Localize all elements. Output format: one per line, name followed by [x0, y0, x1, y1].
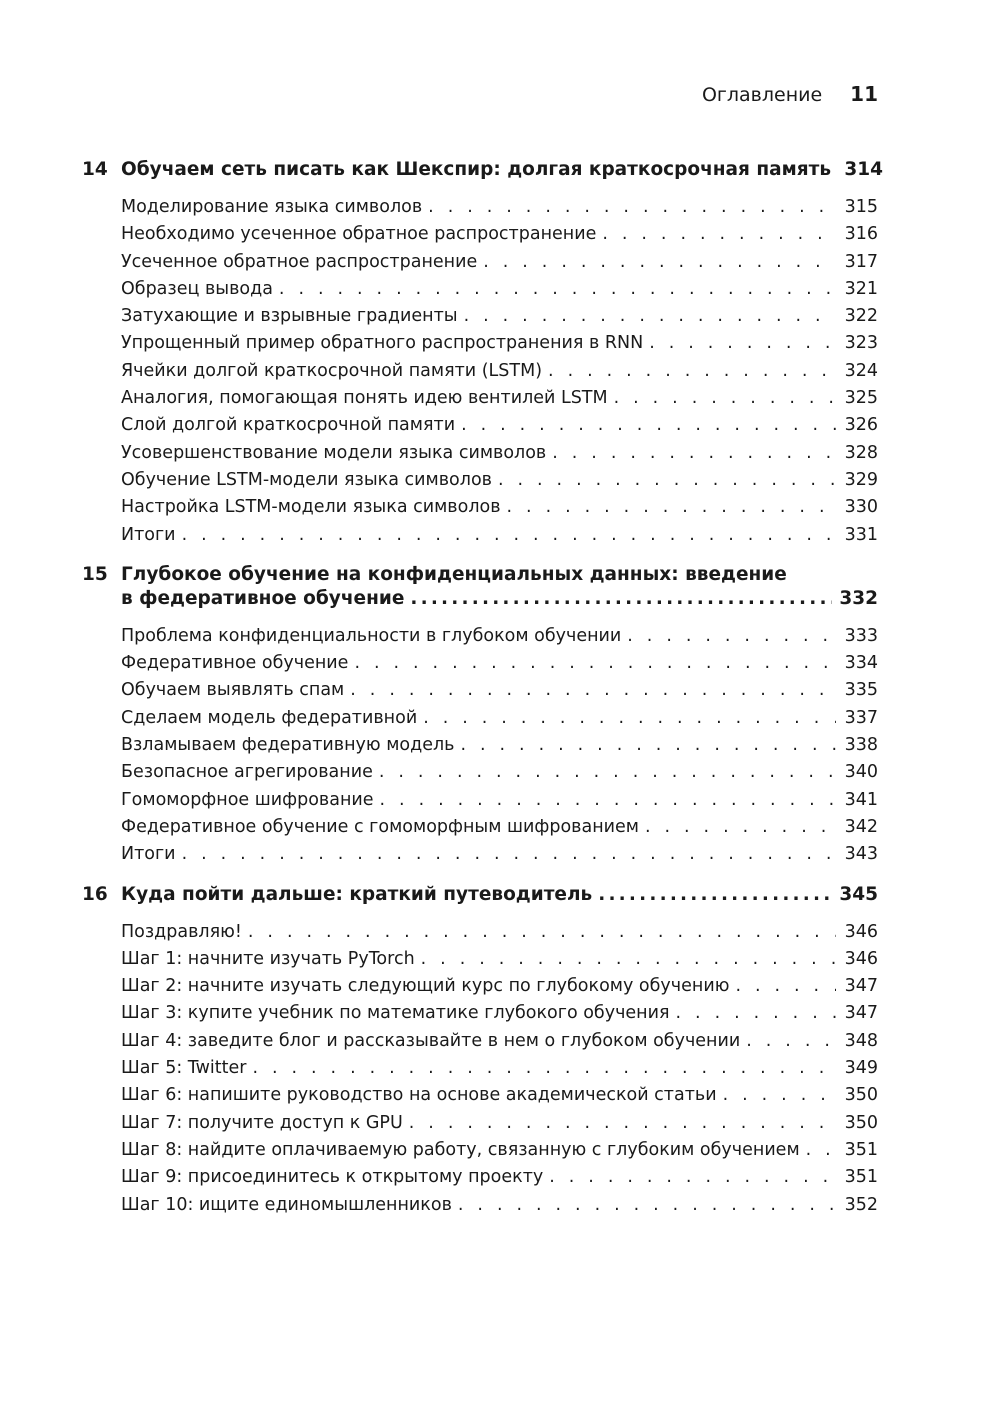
toc-entry[interactable] — [121, 330, 878, 357]
dot-leader — [548, 358, 836, 385]
dot-leader — [248, 919, 836, 946]
section-page-number: 340 — [844, 762, 878, 783]
section-title: Федеративное обучение — [121, 653, 349, 674]
section-title: Шаг 6: напишите руководство на основе академической статьи — [121, 1085, 717, 1106]
toc-entry[interactable] — [121, 303, 878, 330]
section-title: Итоги — [121, 524, 176, 545]
section-page-number: 350 — [844, 1085, 878, 1106]
section-title: Обучаем выявлять спам — [121, 680, 345, 701]
section-title: Шаг 2: начните изучать следующий курс по глубокому обучению — [121, 976, 730, 997]
section-list — [121, 194, 878, 549]
chapter-title-line: в федеративное обучение — [121, 587, 405, 609]
toc-entry[interactable] — [121, 1055, 878, 1082]
section-page-number: 321 — [844, 278, 878, 299]
toc-entry[interactable] — [121, 623, 878, 650]
section-title: Аналогия, помогающая понять идею вентилей LSTM — [121, 388, 608, 409]
section-title: Взламываем федеративную модель — [121, 735, 455, 756]
section-page-number: 343 — [844, 844, 878, 865]
section-page-number: 335 — [844, 680, 878, 701]
section-title: Гомоморфное шифрование — [121, 789, 374, 810]
toc-entry[interactable] — [121, 1137, 878, 1164]
section-page-number: 350 — [844, 1112, 878, 1133]
section-page-number: 351 — [844, 1139, 878, 1160]
section-title: Необходимо усеченное обратное распространение — [121, 224, 597, 245]
header-section-title: Оглавление — [701, 84, 823, 106]
section-page-number: 346 — [844, 921, 878, 942]
section-title: Проблема конфиденциальности в глубоком обучении — [121, 625, 622, 646]
toc-entry[interactable] — [121, 814, 878, 841]
toc-entry[interactable] — [121, 1164, 878, 1191]
section-title: Упрощенный пример обратного распространения в RNN — [121, 333, 644, 354]
toc-entry[interactable] — [121, 440, 878, 467]
section-list — [121, 623, 878, 869]
section-page-number: 316 — [844, 224, 878, 245]
dot-leader — [735, 973, 836, 1000]
dot-leader — [498, 467, 836, 494]
toc-entry[interactable] — [121, 919, 878, 946]
dot-leader — [409, 1110, 836, 1137]
toc-entry[interactable] — [121, 412, 878, 439]
toc-entry[interactable] — [121, 759, 878, 786]
section-title: Настройка LSTM-модели языка символов — [121, 497, 501, 518]
section-list — [121, 919, 878, 1219]
dot-leader — [182, 841, 836, 868]
toc-entry[interactable] — [121, 946, 878, 973]
running-header — [702, 82, 878, 106]
section-title: Шаг 10: ищите единомышленников — [121, 1194, 452, 1215]
section-page-number: 331 — [844, 524, 878, 545]
dot-leader — [627, 623, 836, 650]
dot-leader — [549, 1164, 836, 1191]
dot-leader — [645, 814, 836, 841]
section-page-number: 337 — [844, 707, 878, 728]
section-page-number: 347 — [844, 1003, 878, 1024]
section-page-number: 349 — [844, 1058, 878, 1079]
toc-entry[interactable] — [121, 677, 878, 704]
dot-leader — [410, 587, 832, 611]
section-title: Шаг 7: получите доступ к GPU — [121, 1112, 403, 1133]
section-title: Поздравляю! — [121, 921, 242, 942]
section-title: Шаг 3: купите учебник по математике глубокого обучения — [121, 1003, 670, 1024]
toc-entry[interactable] — [121, 522, 878, 549]
dot-leader — [421, 946, 836, 973]
toc-entry[interactable] — [121, 787, 878, 814]
section-title: Федеративное обучение с гомоморфным шифрованием — [121, 816, 639, 837]
dot-leader — [483, 249, 836, 276]
section-page-number: 347 — [844, 976, 878, 997]
chapter-15 — [82, 563, 878, 869]
chapter-number: 16 — [82, 883, 108, 905]
chapter-14 — [82, 158, 884, 549]
toc-entry[interactable] — [121, 841, 878, 868]
toc-entry[interactable] — [121, 494, 878, 521]
section-title: Ячейки долгой краткосрочной памяти (LSTM) — [121, 360, 543, 381]
section-page-number: 348 — [844, 1030, 878, 1051]
section-page-number: 342 — [844, 816, 878, 837]
toc-entry[interactable] — [121, 1028, 878, 1055]
chapter-16 — [82, 883, 878, 1219]
dot-leader — [354, 650, 836, 677]
dot-leader — [252, 1055, 836, 1082]
toc-entry[interactable] — [121, 194, 878, 221]
dot-leader — [723, 1082, 836, 1109]
toc-entry[interactable] — [121, 276, 878, 303]
dot-leader — [350, 677, 836, 704]
dot-leader — [464, 303, 836, 330]
dot-leader — [279, 276, 836, 303]
section-title: Шаг 8: найдите оплачиваемую работу, связанную с глубоким обучением — [121, 1139, 800, 1160]
section-title: Безопасное агрегирование — [121, 762, 373, 783]
header-page-number: 11 — [850, 82, 878, 106]
dot-leader — [380, 787, 836, 814]
section-page-number: 323 — [844, 333, 878, 354]
toc-entry[interactable] — [121, 1110, 878, 1137]
section-page-number: 338 — [844, 735, 878, 756]
dot-leader — [598, 883, 832, 907]
section-page-number: 341 — [844, 789, 878, 810]
chapter-heading[interactable] — [82, 158, 884, 182]
toc-entry[interactable] — [121, 732, 878, 759]
section-page-number: 322 — [844, 306, 878, 327]
section-page-number: 334 — [844, 653, 878, 674]
section-page-number: 352 — [844, 1194, 878, 1215]
section-title: Усовершенствование модели языка символов — [121, 442, 547, 463]
dot-leader — [458, 1192, 836, 1219]
toc-entry[interactable] — [121, 1192, 878, 1219]
chapter-number: 15 — [82, 563, 108, 585]
toc-entry[interactable] — [121, 973, 878, 1000]
section-title: Итоги — [121, 844, 176, 865]
section-page-number: 333 — [844, 625, 878, 646]
chapter-number: 14 — [82, 159, 108, 180]
dot-leader — [460, 732, 836, 759]
section-page-number: 324 — [844, 360, 878, 381]
section-page-number: 326 — [844, 415, 878, 436]
toc-entry[interactable] — [121, 1082, 878, 1109]
toc-entry[interactable] — [121, 221, 878, 248]
toc-entry[interactable] — [121, 1000, 878, 1027]
dot-leader — [507, 494, 836, 521]
toc-entry[interactable] — [121, 705, 878, 732]
dot-leader — [676, 1000, 836, 1027]
dot-leader — [806, 1137, 836, 1164]
chapter-title-line: Обучаем сеть писать как Шекспир: долгая краткосрочная память — [121, 159, 832, 180]
toc-entry[interactable] — [121, 385, 878, 412]
dot-leader — [649, 330, 836, 357]
toc-entry[interactable] — [121, 249, 878, 276]
section-page-number: 325 — [844, 388, 878, 409]
chapter-page-number: 314 — [844, 159, 884, 180]
chapter-heading[interactable] — [82, 883, 878, 907]
dot-leader — [461, 412, 836, 439]
section-page-number: 330 — [844, 497, 878, 518]
section-page-number: 317 — [844, 251, 878, 272]
chapter-title-line: Куда пойти дальше: краткий путеводитель — [121, 883, 593, 905]
dot-leader — [552, 440, 836, 467]
dot-leader — [182, 522, 836, 549]
section-page-number: 329 — [844, 469, 878, 490]
toc-entry[interactable] — [121, 358, 878, 385]
section-title: Шаг 9: присоединитесь к открытому проекту — [121, 1167, 544, 1188]
dot-leader — [428, 194, 836, 221]
section-page-number: 351 — [844, 1167, 878, 1188]
section-page-number: 346 — [844, 948, 878, 969]
dot-leader — [602, 221, 836, 248]
section-page-number: 328 — [844, 442, 878, 463]
chapter-heading[interactable] — [82, 563, 878, 611]
dot-leader — [379, 759, 836, 786]
section-page-number: 315 — [844, 197, 878, 217]
chapter-page-number: 332 — [839, 587, 878, 609]
section-title: Затухающие и взрывные градиенты — [121, 306, 458, 327]
section-title: Сделаем модель федеративной — [121, 707, 418, 728]
section-title: Шаг 1: начните изучать PyTorch — [121, 948, 415, 969]
chapter-page-number: 345 — [839, 883, 878, 905]
section-title: Обучение LSTM-модели языка символов — [121, 469, 492, 490]
dot-leader — [423, 705, 836, 732]
section-title: Моделирование языка символов — [121, 197, 423, 217]
section-title: Шаг 5: Twitter — [121, 1058, 247, 1079]
chapter-title-line: Глубокое обучение на конфиденциальных данных: введение — [121, 563, 787, 585]
dot-leader — [746, 1028, 836, 1055]
section-title: Образец вывода — [121, 278, 273, 299]
toc-entry[interactable] — [121, 467, 878, 494]
table-of-contents — [82, 158, 884, 1233]
toc-entry[interactable] — [121, 650, 878, 677]
dot-leader — [614, 385, 836, 412]
section-title: Слой долгой краткосрочной памяти — [121, 415, 456, 436]
section-title: Усеченное обратное распространение — [121, 251, 478, 272]
section-title: Шаг 4: заведите блог и рассказывайте в нем о глубоком обучении — [121, 1030, 741, 1051]
